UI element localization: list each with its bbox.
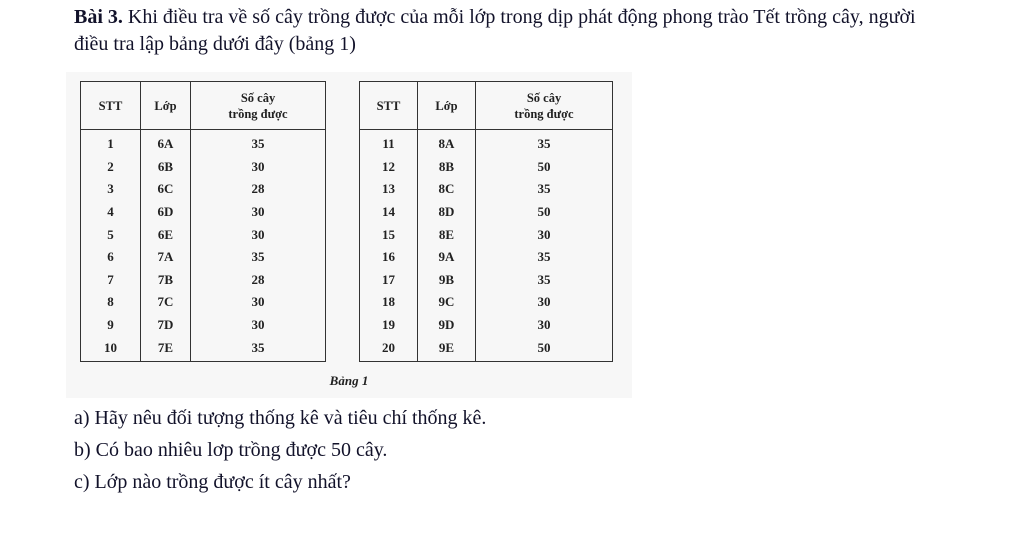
table-row	[360, 156, 613, 179]
cell-stt: 8	[81, 291, 141, 314]
cell-trees: 30	[191, 156, 326, 179]
table-row	[360, 314, 613, 337]
cell-stt: 7	[81, 269, 141, 292]
cell-trees: 30	[191, 223, 326, 246]
cell-class: 7C	[141, 291, 191, 314]
header-trees-line1: Số cây	[526, 90, 562, 105]
cell-class: 8A	[418, 130, 476, 156]
cell-class: 7A	[141, 246, 191, 269]
cell-trees: 50	[476, 336, 613, 361]
header-trees	[476, 82, 613, 130]
table-row	[81, 314, 326, 337]
header-stt: STT	[360, 82, 418, 130]
cell-class: 8B	[418, 156, 476, 179]
cell-class: 7B	[141, 269, 191, 292]
table-row	[81, 223, 326, 246]
table-row	[81, 246, 326, 269]
cell-stt: 6	[81, 246, 141, 269]
cell-trees: 50	[476, 201, 613, 224]
problem-statement	[74, 4, 954, 58]
table-header-row	[81, 82, 326, 130]
header-trees	[191, 82, 326, 130]
cell-class: 8D	[418, 201, 476, 224]
table-row	[360, 201, 613, 224]
table-row	[360, 336, 613, 361]
cell-class: 9B	[418, 269, 476, 292]
cell-trees: 35	[476, 246, 613, 269]
table-row	[81, 336, 326, 361]
cell-stt: 5	[81, 223, 141, 246]
cell-trees: 30	[191, 291, 326, 314]
header-trees-line1: Số cây	[240, 90, 276, 105]
table-body-left	[81, 130, 326, 362]
table-header-row	[360, 82, 613, 130]
header-stt: STT	[81, 82, 141, 130]
question-a: a) Hãy nêu đối tượng thống kê và tiêu chí thống kê.	[74, 407, 487, 429]
cell-class: 6E	[141, 223, 191, 246]
cell-stt: 12	[360, 156, 418, 179]
table-row	[360, 223, 613, 246]
cell-stt: 20	[360, 336, 418, 361]
cell-stt: 14	[360, 201, 418, 224]
cell-trees: 35	[191, 130, 326, 156]
table-row	[360, 291, 613, 314]
question-list	[74, 402, 486, 498]
cell-trees: 35	[476, 130, 613, 156]
cell-trees: 35	[191, 246, 326, 269]
table-row	[360, 130, 613, 156]
cell-stt: 10	[81, 336, 141, 361]
cell-trees: 30	[191, 314, 326, 337]
cell-trees: 30	[476, 314, 613, 337]
cell-class: 9A	[418, 246, 476, 269]
table-body-right	[360, 130, 613, 362]
table-row	[360, 246, 613, 269]
cell-stt: 19	[360, 314, 418, 337]
cell-class: 7D	[141, 314, 191, 337]
cell-stt: 11	[360, 130, 418, 156]
cell-trees: 28	[191, 269, 326, 292]
cell-class: 9E	[418, 336, 476, 361]
table-row	[360, 178, 613, 201]
header-class: Lớp	[418, 82, 476, 130]
cell-class: 7E	[141, 336, 191, 361]
cell-stt: 3	[81, 178, 141, 201]
cell-trees: 35	[476, 269, 613, 292]
table-row	[81, 201, 326, 224]
cell-trees: 50	[476, 156, 613, 179]
cell-trees: 30	[191, 201, 326, 224]
problem-text: Khi điều tra về số cây trồng được của mỗi lớp trong dịp phát động phong trào Tết trồng cây, người điều tra lập bảng dưới đây (bảng 1)	[74, 6, 916, 55]
table-row	[81, 130, 326, 156]
cell-stt: 13	[360, 178, 418, 201]
table-row	[81, 291, 326, 314]
data-table-left	[80, 81, 326, 362]
cell-trees: 35	[476, 178, 613, 201]
cell-class: 6D	[141, 201, 191, 224]
cell-class: 6C	[141, 178, 191, 201]
table-caption: Bảng 1	[329, 373, 369, 388]
cell-class: 9C	[418, 291, 476, 314]
question-b: b) Có bao nhiêu lơp trồng được 50 cây.	[74, 439, 388, 461]
table-row	[81, 269, 326, 292]
table-row	[81, 156, 326, 179]
cell-trees: 28	[191, 178, 326, 201]
header-class: Lớp	[141, 82, 191, 130]
cell-stt: 9	[81, 314, 141, 337]
cell-class: 9D	[418, 314, 476, 337]
cell-trees: 30	[476, 223, 613, 246]
cell-stt: 18	[360, 291, 418, 314]
cell-trees: 35	[191, 336, 326, 361]
header-trees-line2: trồng được	[514, 106, 574, 121]
cell-class: 6A	[141, 130, 191, 156]
table-row	[360, 269, 613, 292]
table-figure	[66, 72, 632, 398]
cell-class: 6B	[141, 156, 191, 179]
cell-stt: 4	[81, 201, 141, 224]
problem-label: Bài 3.	[74, 6, 123, 28]
cell-class: 8E	[418, 223, 476, 246]
header-trees-line2: trồng được	[228, 106, 288, 121]
cell-stt: 1	[81, 130, 141, 156]
data-table-right	[359, 81, 613, 362]
question-c: c) Lớp nào trồng được ít cây nhất?	[74, 471, 351, 493]
cell-stt: 16	[360, 246, 418, 269]
cell-stt: 2	[81, 156, 141, 179]
table-row	[81, 178, 326, 201]
cell-stt: 15	[360, 223, 418, 246]
cell-stt: 17	[360, 269, 418, 292]
cell-class: 8C	[418, 178, 476, 201]
cell-trees: 30	[476, 291, 613, 314]
